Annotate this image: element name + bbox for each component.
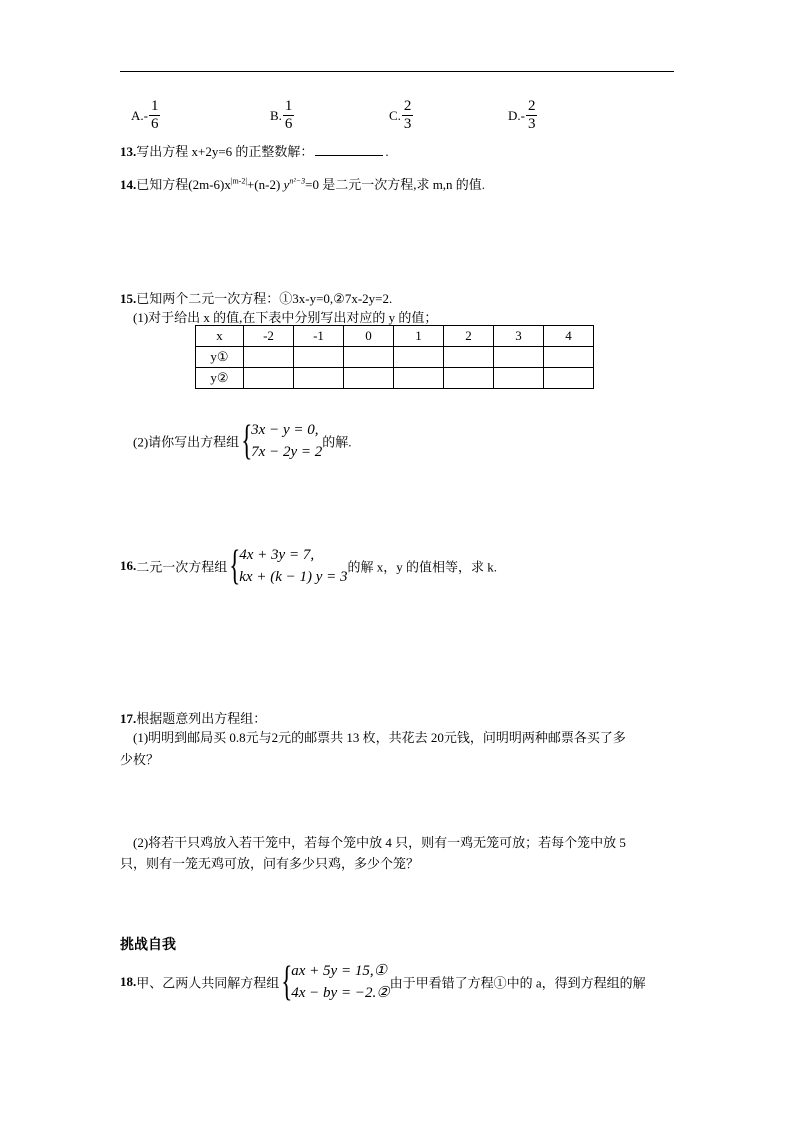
table-cell[interactable]	[244, 368, 294, 389]
table-cell[interactable]	[244, 347, 294, 368]
left-brace-icon: {	[281, 959, 293, 1005]
option-a-label: A.-	[131, 107, 148, 123]
value-table	[195, 325, 594, 389]
option-a-fraction: $\frac{1}{6}$	[150, 98, 159, 132]
table-cell[interactable]	[294, 368, 344, 389]
table-cell[interactable]	[544, 368, 594, 389]
question-13-text: 写出方程 x+2y=6 的正整数解：	[136, 144, 314, 159]
option-a[interactable]	[131, 98, 161, 133]
option-d-fraction: $\frac{2}{3}$	[527, 98, 536, 132]
question-17-text: 根据题意列出方程组：	[136, 711, 267, 726]
table-cell[interactable]	[494, 347, 544, 368]
answer-blank[interactable]	[315, 143, 383, 156]
question-13-number: 13.	[120, 144, 137, 159]
table-cell[interactable]	[494, 368, 544, 389]
table-row: y②	[196, 368, 594, 389]
option-c[interactable]	[389, 98, 414, 133]
question-16-number: 16.	[120, 558, 137, 573]
option-d-label: D.-	[508, 107, 525, 123]
exponent-y: n²−3	[289, 176, 306, 186]
question-15-part2: (2)请你写出方程组 { 3x − y = 0, 7x − 2y = 2 的解.	[133, 418, 352, 464]
question-16: 16.二元一次方程组 { 4x + 3y = 7, kx + (k − 1) y = 3 的解 x，y 的值相等，求 k.	[120, 543, 498, 589]
table-cell[interactable]	[444, 368, 494, 389]
question-17-number: 17.	[120, 711, 137, 726]
equation-system-16: { 4x + 3y = 7, kx + (k − 1) y = 3	[229, 543, 348, 589]
question-15-number: 15.	[120, 291, 137, 306]
section-title: 挑战自我	[120, 938, 176, 953]
table-cell[interactable]	[294, 347, 344, 368]
equation-system-18: { ax + 5y = 15,① 4x − by = −2.②	[281, 959, 390, 1005]
option-b[interactable]	[270, 98, 295, 133]
table-cell[interactable]	[344, 347, 394, 368]
question-18: 18.甲、乙两人共同解方程组 { ax + 5y = 15,① 4x − by = −2.② 由于甲看错了方程①中的 a，得到方程组的解	[120, 959, 646, 1005]
table-cell[interactable]	[444, 347, 494, 368]
question-17-part1-line2: 少枚？	[120, 752, 160, 767]
table-cell[interactable]	[544, 347, 594, 368]
question-13: 13.写出方程 x+2y=6 的正整数解： .	[120, 144, 389, 159]
option-d[interactable]	[508, 98, 538, 133]
left-brace-icon: {	[241, 418, 253, 464]
left-brace-icon: {	[229, 543, 241, 589]
question-17	[120, 708, 266, 727]
header-rule	[120, 71, 674, 72]
option-c-label: C.	[389, 107, 401, 123]
table-cell[interactable]	[394, 368, 444, 389]
option-b-label: B.	[270, 107, 282, 123]
option-c-fraction: $\frac{2}{3}$	[403, 98, 412, 132]
question-18-number: 18.	[120, 974, 137, 989]
question-17-part2-line1: (2)将若干只鸡放入若干笼中，若每个笼中放 4 只，则有一鸡无笼可放；若每个笼中放 5	[133, 835, 626, 850]
question-15-part1: (1)对于给出 x 的值,在下表中分别写出对应的 y 的值；	[133, 310, 438, 325]
equation-system-15: { 3x − y = 0, 7x − 2y = 2	[241, 418, 323, 464]
table-header-row: x -2 -1 0 1 2 3 4	[196, 326, 594, 347]
question-17-part1-line1: (1)明明到邮局买 0.8元与2元的邮票共 13 枚，共花去 20元钱，问明明两种邮票各买了多	[133, 730, 626, 745]
question-14-number: 14.	[120, 177, 137, 192]
question-15-text: 已知两个二元一次方程：①3x-y=0,②7x-2y=2.	[136, 291, 393, 306]
question-17-part2-line2: 只，则有一笼无鸡可放，问有多少只鸡，多少个笼？	[120, 856, 420, 871]
option-b-fraction: $\frac{1}{6}$	[284, 98, 293, 132]
table-cell[interactable]	[394, 347, 444, 368]
table-cell[interactable]	[344, 368, 394, 389]
exponent-x: |m-2|	[230, 176, 247, 186]
question-14: 14.已知方程$(2m-6)x^{|m-2|}+(n-2)$ $y^{n^2-3}=0$ 是二元一次方程,求 m,n 的值.	[120, 176, 486, 192]
question-15	[120, 288, 392, 307]
table-row: y①	[196, 347, 594, 368]
